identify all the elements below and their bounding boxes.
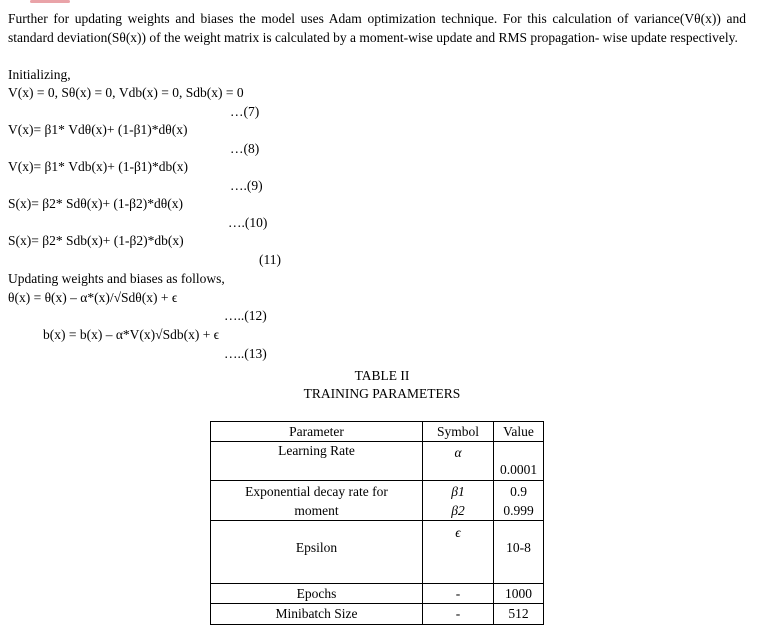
param-line: moment: [294, 502, 339, 518]
header-value: Value: [494, 422, 544, 442]
highlight-mark: [30, 0, 70, 3]
table-row: [211, 584, 544, 604]
symbol-cell: [423, 481, 494, 521]
table-label: TABLE II: [354, 368, 410, 383]
table-header-row: [211, 422, 544, 442]
table-row: [211, 481, 544, 521]
value-cell: [494, 481, 544, 521]
param-cell: Epsilon: [211, 521, 423, 584]
init-label: Initializing,: [8, 67, 71, 82]
param-cell: Learning Rate: [211, 442, 423, 481]
symbol-cell: -: [423, 584, 494, 604]
eq-number-12: …..(12): [224, 308, 267, 323]
param-line: Exponential decay rate for: [245, 483, 388, 499]
eq-number-8: …(8): [230, 141, 260, 156]
equation-12: θ(x) = θ(x) – α*(x)/√Sdθ(x) + ϵ: [8, 290, 178, 305]
eq-number-7: …(7): [230, 104, 260, 119]
symbol-cell: -: [423, 604, 494, 625]
table-row: [211, 521, 544, 584]
header-symbol: Symbol: [423, 422, 494, 442]
symbol-line: β1: [451, 483, 465, 499]
equation-13: b(x) = b(x) – α*V(x)√Sdb(x) + ϵ: [43, 327, 220, 342]
value-cell: 10-8: [494, 521, 544, 584]
table-row: [211, 442, 544, 481]
param-cell: Minibatch Size: [211, 604, 423, 625]
equation-8: V(x)= β1* Vdθ(x)+ (1-β1)*dθ(x): [8, 122, 188, 137]
value-cell: 0.0001: [494, 442, 544, 481]
training-parameters-table: [210, 421, 544, 625]
equation-10: S(x)= β2* Sdθ(x)+ (1-β2)*dθ(x): [8, 196, 183, 211]
value-cell: 512: [494, 604, 544, 625]
eq-number-13: …..(13): [224, 346, 267, 361]
eq-number-9: ….(9): [230, 178, 263, 193]
eq-number-10: ….(10): [228, 215, 268, 230]
table-title: TRAINING PARAMETERS: [303, 386, 461, 401]
param-cell: [211, 481, 423, 521]
symbol-line: β2: [451, 502, 465, 518]
param-cell: Epochs: [211, 584, 423, 604]
init-equation: V(x) = 0, Sθ(x) = 0, Vdb(x) = 0, Sdb(x) = 0: [8, 85, 244, 100]
equation-9: V(x)= β1* Vdb(x)+ (1-β1)*db(x): [8, 159, 189, 174]
value-line: 0.9: [510, 483, 527, 499]
symbol-cell: ϵ: [423, 521, 494, 584]
intro-paragraph: Further for updating weights and biases the model uses Adam optimization technique. For this calculation of variance(Vθ(x)) and standard deviation(Sθ(x)) of the weight matrix is calculated by a moment-wise update and RMS propagation- wise update respectively.: [8, 11, 746, 45]
header-parameter: Parameter: [211, 422, 423, 442]
value-cell: 1000: [494, 584, 544, 604]
eq-number-11: (11): [259, 252, 281, 267]
equation-11: S(x)= β2* Sdb(x)+ (1-β2)*db(x): [8, 233, 184, 248]
value-line: 0.999: [503, 502, 534, 518]
table-row: [211, 604, 544, 625]
update-label: Updating weights and biases as follows,: [8, 271, 225, 286]
symbol-cell: α: [423, 442, 494, 481]
